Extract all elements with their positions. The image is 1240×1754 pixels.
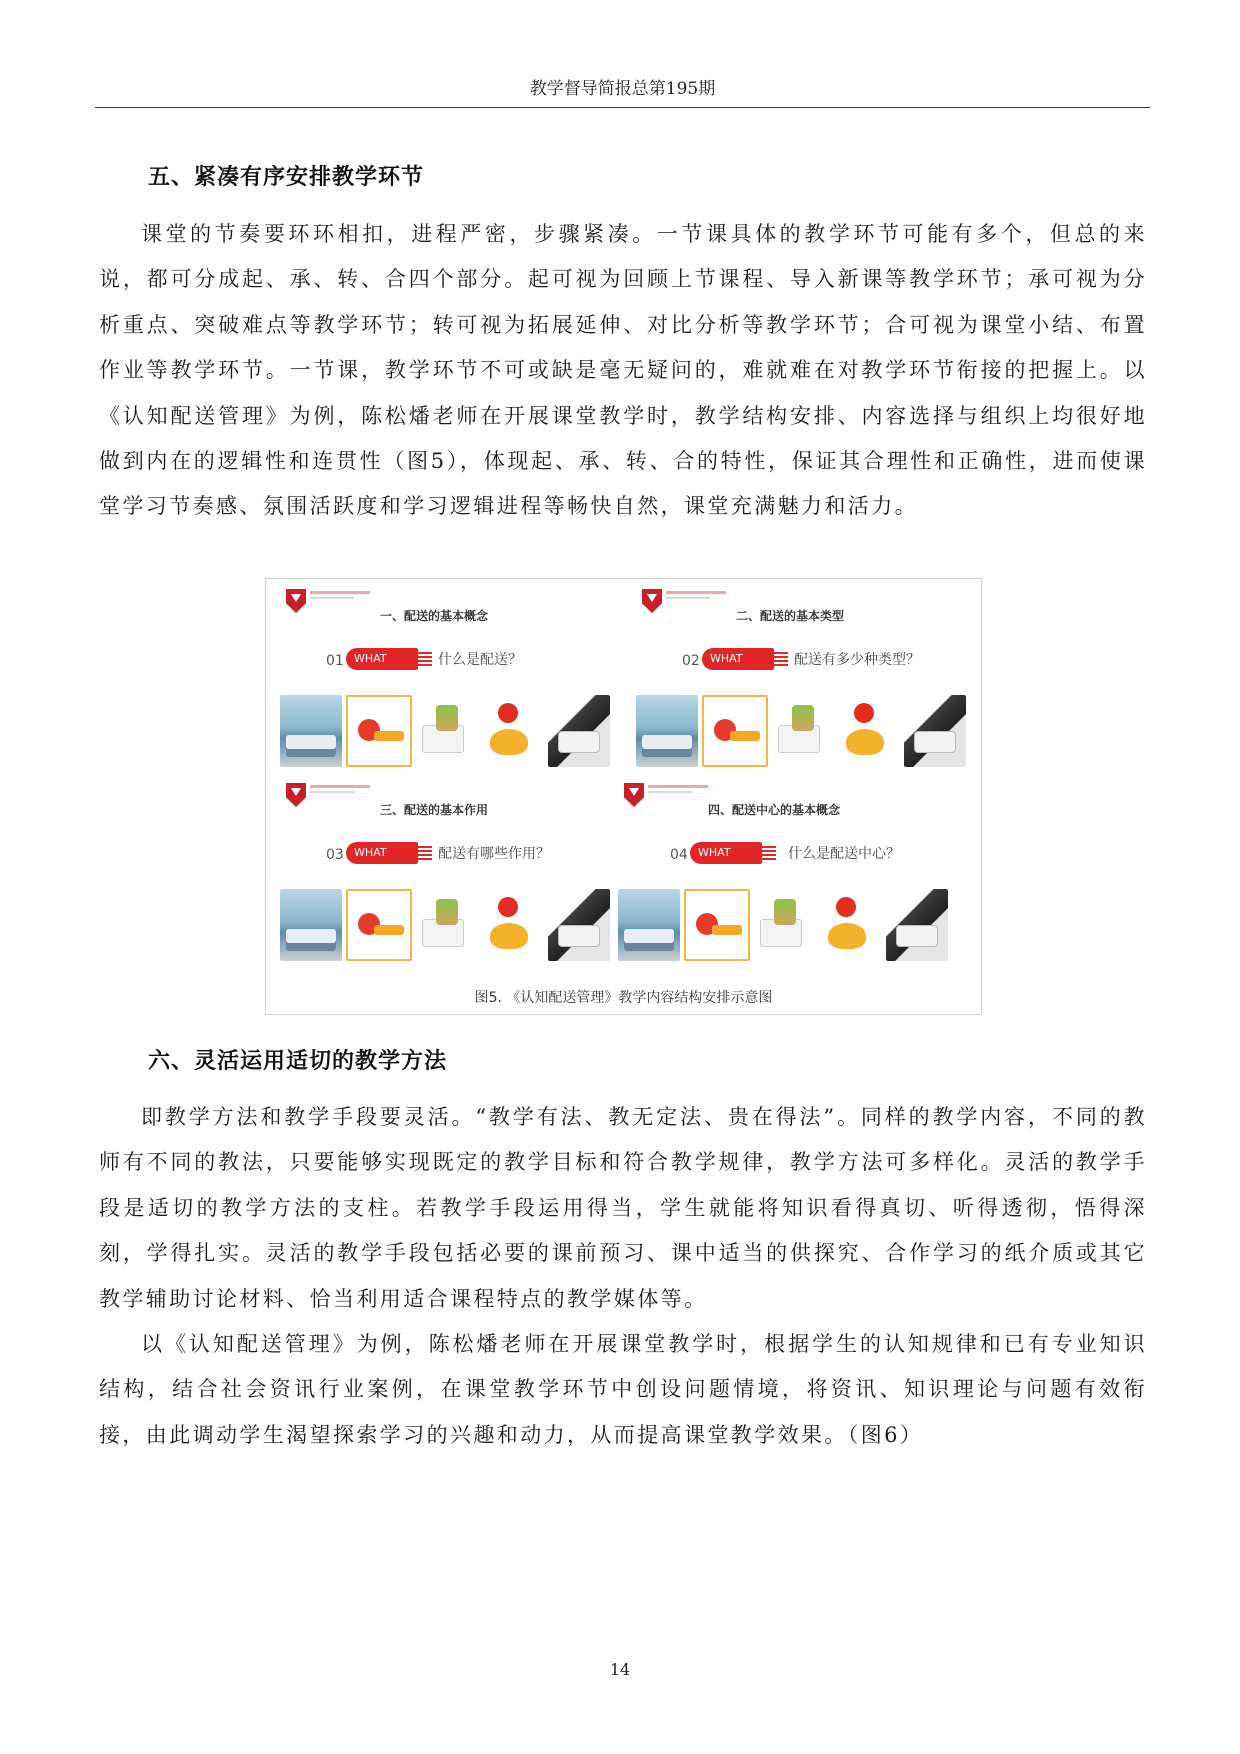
figure-panel-3 — [280, 777, 610, 962]
truck-road-image — [636, 695, 698, 767]
section-6-heading: 六、灵活运用适切的教学方法 — [148, 1049, 448, 1074]
delivery-van-image — [772, 695, 834, 767]
delivery-man-image — [684, 889, 750, 961]
panel-question: 什么是配送中心？ — [788, 846, 900, 862]
section-5-paragraph: 课堂的节奏要环环相扣，进程严密，步骤紧凑。一节课具体的教学环节可能有多个，但总的来说，都可分成起、承、转、合四个部分。起可视为回顾上节课程、导入新课等教学环节；承可视为分析重点、突破难点等教学环节；转可视为拓展延伸、对比分析等教学环节；合可视为课堂小结、布置作业等教学环节。一节课，教学环节不可或缺是毫无疑问的，难就难在对教学环节衔接的把握上。以《认知配送管理》为例，陈松燔老师在开展课堂教学时，教学结构安排、内容选择与组织上均很好地做到内在的逻辑性和连贯性（图5），体现起、承、转、合的特性，保证其合理性和正确性，进而使课堂学习节奏感、氛围活跃度和学习逻辑进程等畅快自然，课堂充满魅力和活力。 — [99, 222, 1147, 519]
image-strip — [280, 695, 610, 767]
courier-scooter-image — [482, 889, 544, 961]
delivery-man-image — [346, 695, 412, 767]
panel-question: 配送有哪些作用？ — [438, 846, 550, 862]
college-logo-icon — [624, 783, 644, 807]
what-badge: WHAT — [690, 842, 762, 864]
image-strip — [280, 889, 610, 961]
what-badge: WHAT — [346, 842, 418, 864]
truck-fleet-image — [548, 889, 610, 961]
delivery-van-image — [416, 695, 478, 767]
panel-number: 04 — [670, 847, 688, 863]
delivery-van-image — [416, 889, 478, 961]
page-number: 14 — [609, 1660, 631, 1679]
figure-caption: 图5. 《认知配送管理》教学内容结构安排示意图 — [474, 990, 773, 1006]
panel-title: 二、配送的基本类型 — [736, 609, 845, 623]
panel-title: 四、配送中心的基本概念 — [708, 803, 841, 817]
section-6-paragraph-1: 即教学方法和教学手段要灵活。“教学有法、教无定法、贵在得法”。同样的教学内容，不同的教师有不同的教法，只要能够实现既定的教学目标和符合教学规律，教学方法可多样化。灵活的教学手段是适切的教学方法的支柱。若教学手段运用得当，学生就能将知识看得真切、听得透彻，悟得深刻，学得扎实。灵活的教学手段包括必要的课前预习、课中适当的供探究、合作学习的纸介质或其它教学辅助讨论材料、恰当利用适合课程特点的教学媒体等。 — [99, 1105, 1147, 1311]
truck-road-image — [280, 695, 342, 767]
panel-number: 01 — [326, 653, 344, 669]
panel-question: 什么是配送？ — [438, 652, 522, 668]
courier-scooter-image — [820, 889, 882, 961]
truck-road-image — [618, 889, 680, 961]
running-header: 教学督导简报总第195期 — [529, 79, 716, 99]
truck-fleet-image — [548, 695, 610, 767]
truck-fleet-image — [886, 889, 948, 961]
figure-panel-1 — [280, 583, 610, 768]
college-logo-icon — [286, 783, 306, 807]
section-6-paragraph-2: 以《认知配送管理》为例，陈松燔老师在开展课堂教学时，根据学生的认知规律和已有专业知识结构，结合社会资讯行业案例，在课堂教学环节中创设问题情境，将资讯、知识理论与问题有效衔接，由此调动学生渴望探索学习的兴趣和动力，从而提高课堂教学效果。（图6） — [99, 1332, 1147, 1447]
figure-panel-4 — [618, 777, 948, 962]
panel-number: 02 — [682, 653, 700, 669]
section-5-heading: 五、紧凑有序安排教学环节 — [148, 165, 425, 190]
delivery-man-image — [346, 889, 412, 961]
courier-scooter-image — [482, 695, 544, 767]
panel-title: 三、配送的基本作用 — [380, 803, 489, 817]
header-rule — [95, 107, 1150, 108]
delivery-van-image — [754, 889, 816, 961]
truck-road-image — [280, 889, 342, 961]
delivery-man-image — [702, 695, 768, 767]
what-badge: WHAT — [346, 648, 418, 670]
panel-title: 一、配送的基本概念 — [380, 609, 489, 623]
college-logo-icon — [642, 589, 662, 613]
what-badge: WHAT — [702, 648, 774, 670]
panel-number: 03 — [326, 847, 344, 863]
courier-scooter-image — [838, 695, 900, 767]
figure-5 — [265, 578, 982, 1015]
truck-fleet-image — [904, 695, 966, 767]
image-strip — [618, 889, 948, 961]
college-logo-icon — [286, 589, 306, 613]
figure-panel-2 — [636, 583, 966, 768]
panel-question: 配送有多少种类型？ — [794, 652, 920, 668]
image-strip — [636, 695, 966, 767]
